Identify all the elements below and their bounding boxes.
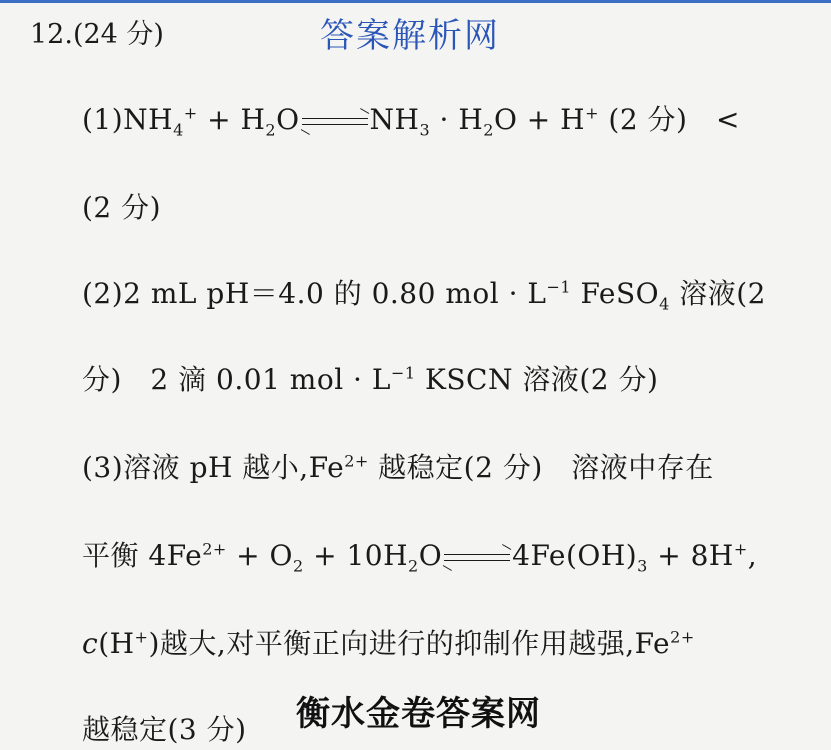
watermark-top: 答案解析网 xyxy=(320,16,500,56)
answer-line-3: (2)2 mL pH＝4.0 的 0.80 mol · $L^{-1}$ FeSO$_4$ 溶液(2 xyxy=(82,277,766,314)
question-number: 12.(24 分) xyxy=(30,19,164,50)
answer-line-5: (3)溶液 pH 越小$,Fe^{2+}$ 越稳定(2 分) 溶液中存在 xyxy=(82,451,714,484)
answer-line-8: 越稳定(3 分) xyxy=(82,713,247,746)
answer-line-7: c(H+)越大,对平衡正向进行的抑制作用越强$,Fe^{2+}$ xyxy=(82,627,695,660)
equilibrium-arrow xyxy=(444,551,510,565)
answer-line-2: (2 分) xyxy=(82,191,162,224)
watermark-bottom: 衡水金卷答案网 xyxy=(296,694,541,734)
answer-line-6: 平衡 $4Fe^{2+} + O_2 + 10H_2O$ $4Fe(OH)_3 + 8H^+$, xyxy=(82,539,758,576)
equilibrium-arrow xyxy=(302,115,368,129)
answer-line-4: 分) 2 滴 0.01 mol · $L^{-1}$ KSCN 溶液(2 分) xyxy=(82,363,659,396)
top-rule xyxy=(0,0,831,3)
answer-line-1: $(1)NH_4^+ + H_2O$ $NH_3 \cdot H_2O + H^+$ (2 分) < xyxy=(82,103,740,140)
